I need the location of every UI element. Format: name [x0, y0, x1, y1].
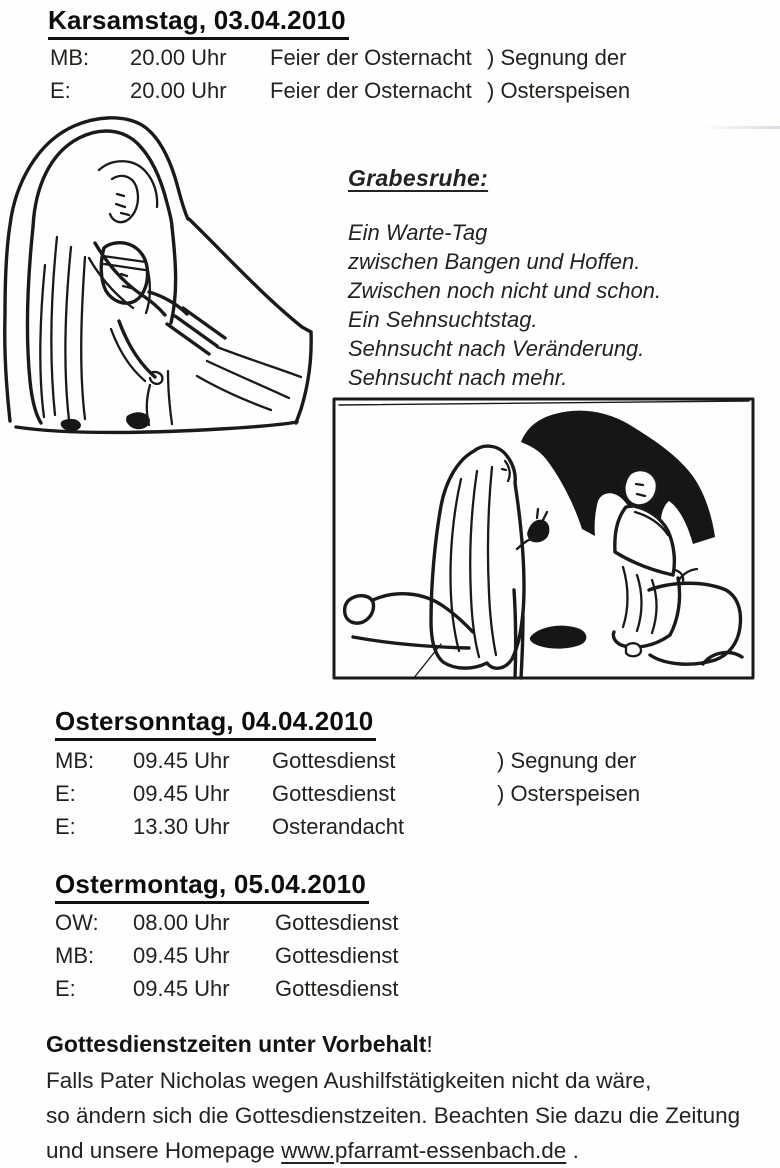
burial-of-jesus-illustration	[0, 115, 320, 445]
footer-note	[46, 1031, 740, 1168]
row-event: Gottesdienst	[275, 943, 399, 968]
poem-line: Ein Sehnsuchtstag.	[348, 307, 538, 332]
note-line-2: so ändern sich die Gottesdienstzeiten. Beachten Sie dazu die Zeitung	[46, 1103, 741, 1128]
row-time: 09.45 Uhr	[133, 976, 230, 1001]
day-heading: Karsamstag, 03.04.2010	[48, 5, 349, 40]
row-event: Gottesdienst	[272, 748, 396, 773]
meditation-heading: Grabesruhe:	[348, 165, 489, 191]
note-lines	[46, 1063, 740, 1168]
meditation-block	[348, 165, 661, 392]
schedule-ostersonntag	[55, 744, 640, 843]
day-heading: Ostersonntag, 04.04.2010	[55, 706, 376, 741]
homepage-prefix: und unsere Homepage	[46, 1138, 282, 1163]
section-ostermontag-heading	[55, 869, 369, 904]
row-label: MB:	[50, 45, 90, 70]
women-at-empty-tomb-illustration	[331, 394, 756, 683]
row-event: Feier der Osternacht	[270, 45, 472, 70]
poem-line: Sehnsucht nach Veränderung.	[348, 336, 645, 361]
homepage-link: www.pfarramt-essenbach.de	[281, 1138, 567, 1163]
day-heading: Ostermontag, 05.04.2010	[55, 869, 369, 904]
note-title-exclamation: !	[426, 1031, 433, 1057]
section-karsamstag-heading	[48, 5, 349, 40]
row-event: Gottesdienst	[275, 976, 399, 1001]
row-note	[497, 810, 640, 843]
row-label: MB:	[55, 943, 95, 968]
poem-line: Ein Warte-Tag	[348, 220, 488, 245]
homepage-suffix: .	[566, 1138, 579, 1163]
section-ostersonntag-heading	[55, 706, 376, 741]
row-event: Osterandacht	[272, 814, 405, 839]
row-note: ) Segnung der	[487, 45, 627, 70]
poem-line: Zwischen noch nicht und schon.	[348, 278, 662, 303]
row-time: 20.00 Uhr	[130, 78, 227, 103]
row-time: 13.30 Uhr	[133, 814, 230, 839]
row-note: ) Osterspeisen	[487, 78, 631, 103]
poem-line: zwischen Bangen und Hoffen.	[348, 249, 641, 274]
row-label: E:	[55, 976, 76, 1001]
row-event: Gottesdienst	[275, 910, 399, 935]
row-time: 20.00 Uhr	[130, 45, 227, 70]
row-note: ) Segnung der	[497, 748, 637, 773]
row-event: Gottesdienst	[272, 781, 396, 806]
row-note: ) Osterspeisen	[497, 781, 641, 806]
row-label: E:	[55, 814, 76, 839]
row-time: 08.00 Uhr	[133, 910, 230, 935]
meditation-lines	[348, 218, 661, 392]
scan-artifact-line	[700, 126, 780, 129]
row-time: 09.45 Uhr	[133, 748, 230, 773]
schedule-karsamstag	[50, 41, 630, 107]
row-time: 09.45 Uhr	[133, 781, 230, 806]
note-line-1: Falls Pater Nicholas wegen Aushilfstätigkeiten nicht da wäre,	[46, 1068, 652, 1093]
row-label: E:	[55, 781, 76, 806]
note-line-3	[46, 1133, 740, 1168]
row-label: MB:	[55, 748, 95, 773]
note-title	[46, 1031, 740, 1058]
row-time: 09.45 Uhr	[133, 943, 230, 968]
note-title-bold: Gottesdienstzeiten unter Vorbehalt	[46, 1031, 427, 1057]
poem-line: Sehnsucht nach mehr.	[348, 365, 568, 390]
schedule-ostermontag	[55, 906, 399, 1005]
row-event: Feier der Osternacht	[270, 78, 472, 103]
row-label: OW:	[55, 910, 99, 935]
row-label: E:	[50, 78, 71, 103]
